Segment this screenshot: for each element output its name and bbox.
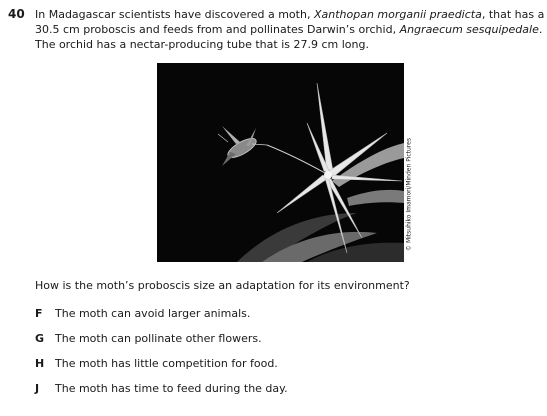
moth-orchid-photo-figure bbox=[157, 63, 411, 262]
choice-text: The moth can pollinate other flowers. bbox=[55, 332, 262, 345]
choice-text: The moth has little competition for food. bbox=[55, 357, 278, 370]
answer-choice-j[interactable] bbox=[35, 381, 288, 396]
answer-choice-h[interactable] bbox=[35, 356, 278, 371]
stem-text-2: , that has a 30.5 cm proboscis and feeds from and pollinates Darwin’s orchid, bbox=[35, 8, 545, 36]
moth-orchid-illustration bbox=[157, 63, 404, 262]
choice-letter: G bbox=[35, 332, 45, 345]
answer-choice-f[interactable] bbox=[35, 306, 250, 321]
stem-text-1: In Madagascar scientists have discovered a moth, bbox=[35, 8, 314, 21]
photo-credit bbox=[406, 63, 414, 262]
stem-text-3: . The orchid has a nectar-producing tube that is 27.9 cm long. bbox=[35, 23, 543, 51]
choice-letter: J bbox=[35, 382, 40, 395]
choice-text: The moth has time to feed during the day. bbox=[55, 382, 288, 395]
moth-species-name: Xanthopan morganii praedicta bbox=[313, 8, 482, 21]
choice-text: The moth can avoid larger animals. bbox=[55, 307, 251, 320]
moth-orchid-photo bbox=[157, 63, 404, 262]
photo-credit-text: © Mitsuhiko Imamori/Minden Pictures bbox=[405, 138, 413, 251]
choice-letter: H bbox=[35, 357, 45, 370]
question-number: 40 bbox=[8, 7, 25, 21]
question-stem bbox=[35, 7, 545, 52]
answer-choice-g[interactable] bbox=[35, 331, 262, 346]
orchid-species-name: Angraecum sesquipedale bbox=[399, 23, 539, 36]
question-prompt: How is the moth’s proboscis size an adaptation for its environment? bbox=[35, 279, 410, 292]
choice-letter: F bbox=[35, 307, 43, 320]
